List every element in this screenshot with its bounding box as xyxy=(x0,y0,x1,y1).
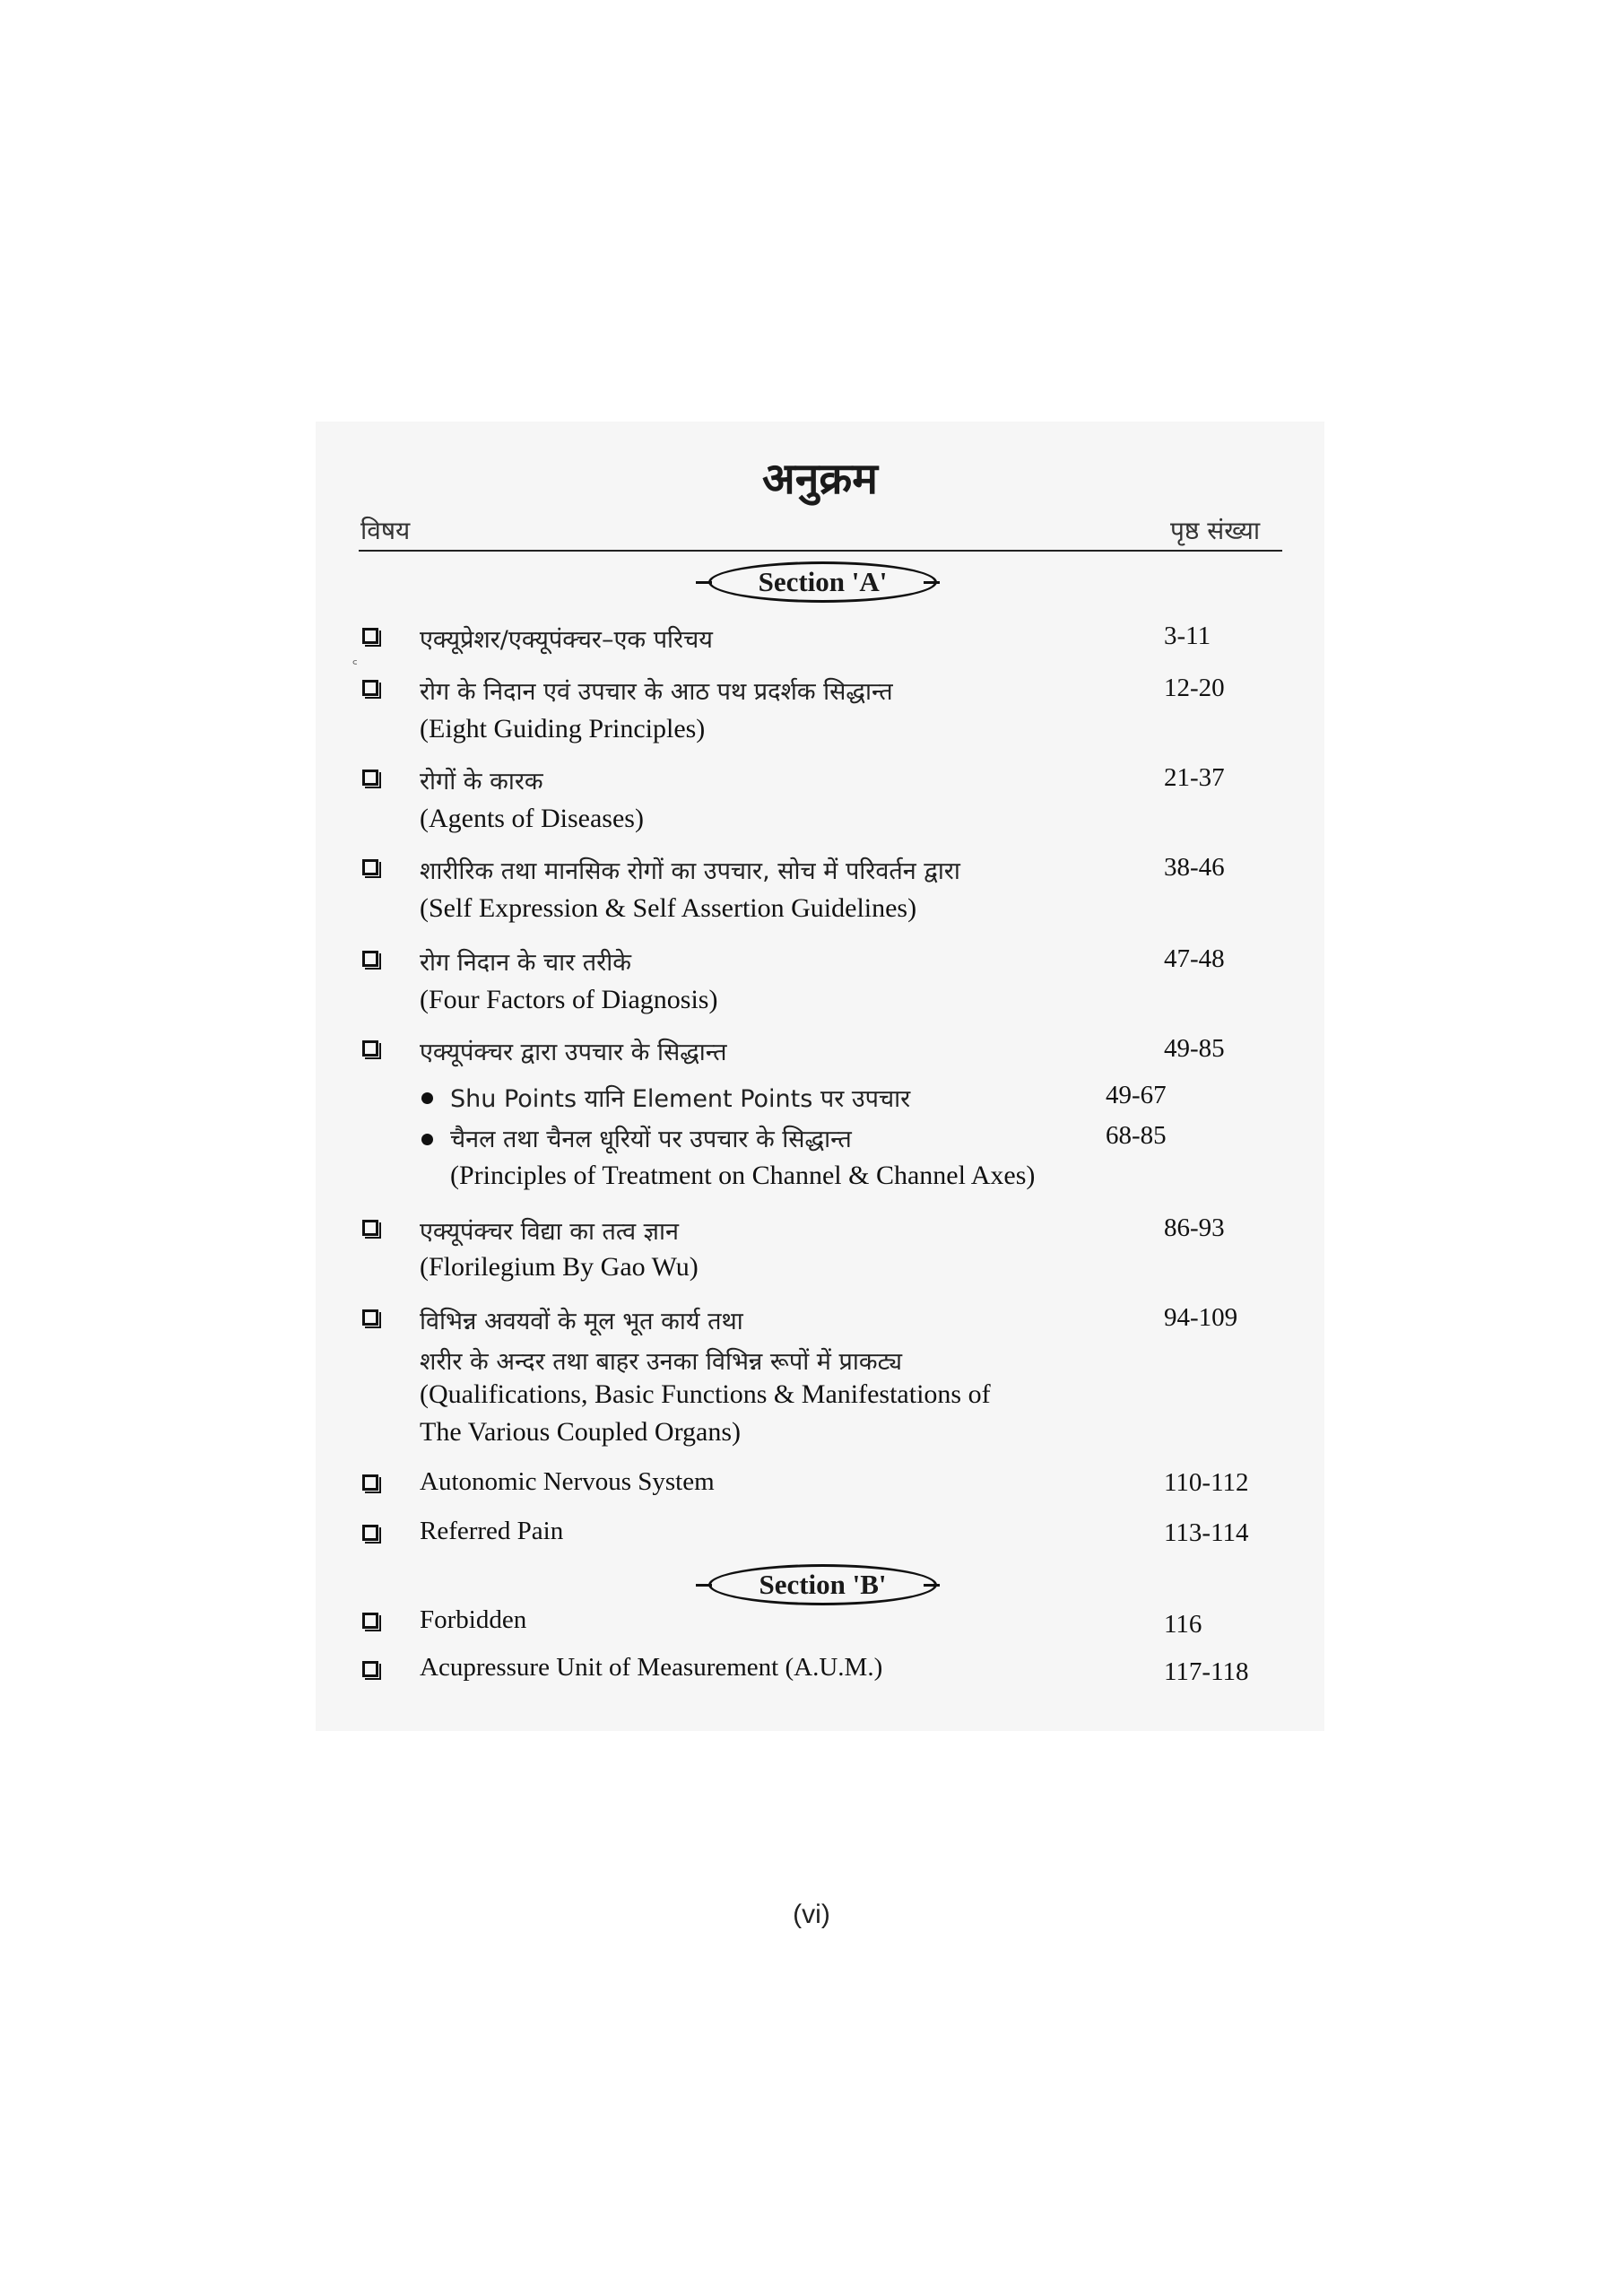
checkbox-icon xyxy=(362,1040,378,1057)
entry-pages: 94-109 xyxy=(1164,1303,1238,1332)
checkbox-icon xyxy=(362,1661,378,1677)
checkbox-icon xyxy=(362,628,378,644)
section-a-badge: Section 'A' xyxy=(708,561,937,603)
column-header-page: पृष्ठ संख्या xyxy=(1170,516,1261,545)
sub-entry-note: (Principles of Treatment on Channel & Channel Axes) xyxy=(450,1161,1036,1190)
page-number: (vi) xyxy=(793,1900,830,1929)
entry-hindi: एक्यूपंक्चर विद्या का तत्व ज्ञान xyxy=(420,1218,679,1246)
entry-english: (Florilegium By Gao Wu) xyxy=(420,1252,699,1282)
page-title: अनुक्रम xyxy=(762,454,878,504)
entry-english: Autonomic Nervous System xyxy=(420,1467,715,1496)
checkbox-icon xyxy=(362,680,378,696)
entry-english-line2: The Various Coupled Organs) xyxy=(420,1417,742,1447)
entry-pages: 113-114 xyxy=(1164,1518,1249,1547)
checkbox-icon xyxy=(362,1474,378,1491)
entry-pages: 116 xyxy=(1164,1610,1202,1639)
entry-hindi-line2: शरीर के अन्दर तथा बाहर उनका विभिन्न रूपों में प्राकट्य xyxy=(420,1348,903,1376)
column-header-subject: विषय xyxy=(360,516,411,545)
checkbox-icon xyxy=(362,1525,378,1541)
section-b-badge: Section 'B' xyxy=(708,1564,937,1605)
entry-hindi: रोगों के कारक xyxy=(420,768,543,796)
bullet-icon xyxy=(421,1134,433,1145)
checkbox-icon xyxy=(362,770,378,786)
entry-pages: 86-93 xyxy=(1164,1213,1225,1242)
entry-english: (Eight Guiding Principles) xyxy=(420,714,706,744)
sub-entry-text: चैनल तथा चैनल धूरियों पर उपचार के सिद्धान्त xyxy=(450,1126,852,1153)
entry-pages: 12-20 xyxy=(1164,674,1225,702)
bullet-icon xyxy=(421,1092,433,1104)
entry-english: (Agents of Diseases) xyxy=(420,804,644,833)
entry-pages: 3-11 xyxy=(1164,622,1211,650)
entry-pages: 21-37 xyxy=(1164,763,1225,792)
entry-pages: 117-118 xyxy=(1164,1657,1249,1686)
entry-pages: 47-48 xyxy=(1164,944,1225,973)
header-rule xyxy=(359,550,1282,552)
entry-english: Acupressure Unit of Measurement (A.U.M.) xyxy=(420,1653,883,1682)
entry-hindi: रोग निदान के चार तरीके xyxy=(420,949,631,977)
sub-entry-text: Shu Points यानि Element Points पर उपचार xyxy=(450,1085,911,1113)
entry-hindi: एक्यूप्रेशर/एक्यूपंक्चर–एक परिचय xyxy=(420,626,713,654)
stray-mark: ꜀ xyxy=(352,649,358,666)
entry-hindi: रोग के निदान एवं उपचार के आठ पथ प्रदर्शक सिद्धान्त xyxy=(420,678,893,706)
entry-english: (Self Expression & Self Assertion Guidelines) xyxy=(420,893,917,923)
entry-english: Forbidden xyxy=(420,1605,527,1634)
entry-english: (Four Factors of Diagnosis) xyxy=(420,985,718,1014)
entry-pages: 38-46 xyxy=(1164,853,1225,882)
checkbox-icon xyxy=(362,1309,378,1326)
checkbox-icon xyxy=(362,1613,378,1629)
entry-hindi: विभिन्न अवयवों के मूल भूत कार्य तथा xyxy=(420,1308,743,1335)
entry-english: Referred Pain xyxy=(420,1517,564,1545)
entry-hindi: शारीरिक तथा मानसिक रोगों का उपचार, सोच में परिवर्तन द्वारा xyxy=(420,857,960,885)
entry-hindi: एक्यूपंक्चर द्वारा उपचार के सिद्धान्त xyxy=(420,1039,727,1066)
sub-entry-pages: 49-67 xyxy=(1106,1081,1167,1109)
sub-entry-pages: 68-85 xyxy=(1106,1121,1167,1150)
entry-english: (Qualifications, Basic Functions & Manifestations of xyxy=(420,1379,991,1409)
entry-pages: 49-85 xyxy=(1164,1034,1225,1063)
checkbox-icon xyxy=(362,951,378,967)
checkbox-icon xyxy=(362,859,378,875)
entry-pages: 110-112 xyxy=(1164,1468,1249,1497)
checkbox-icon xyxy=(362,1220,378,1236)
